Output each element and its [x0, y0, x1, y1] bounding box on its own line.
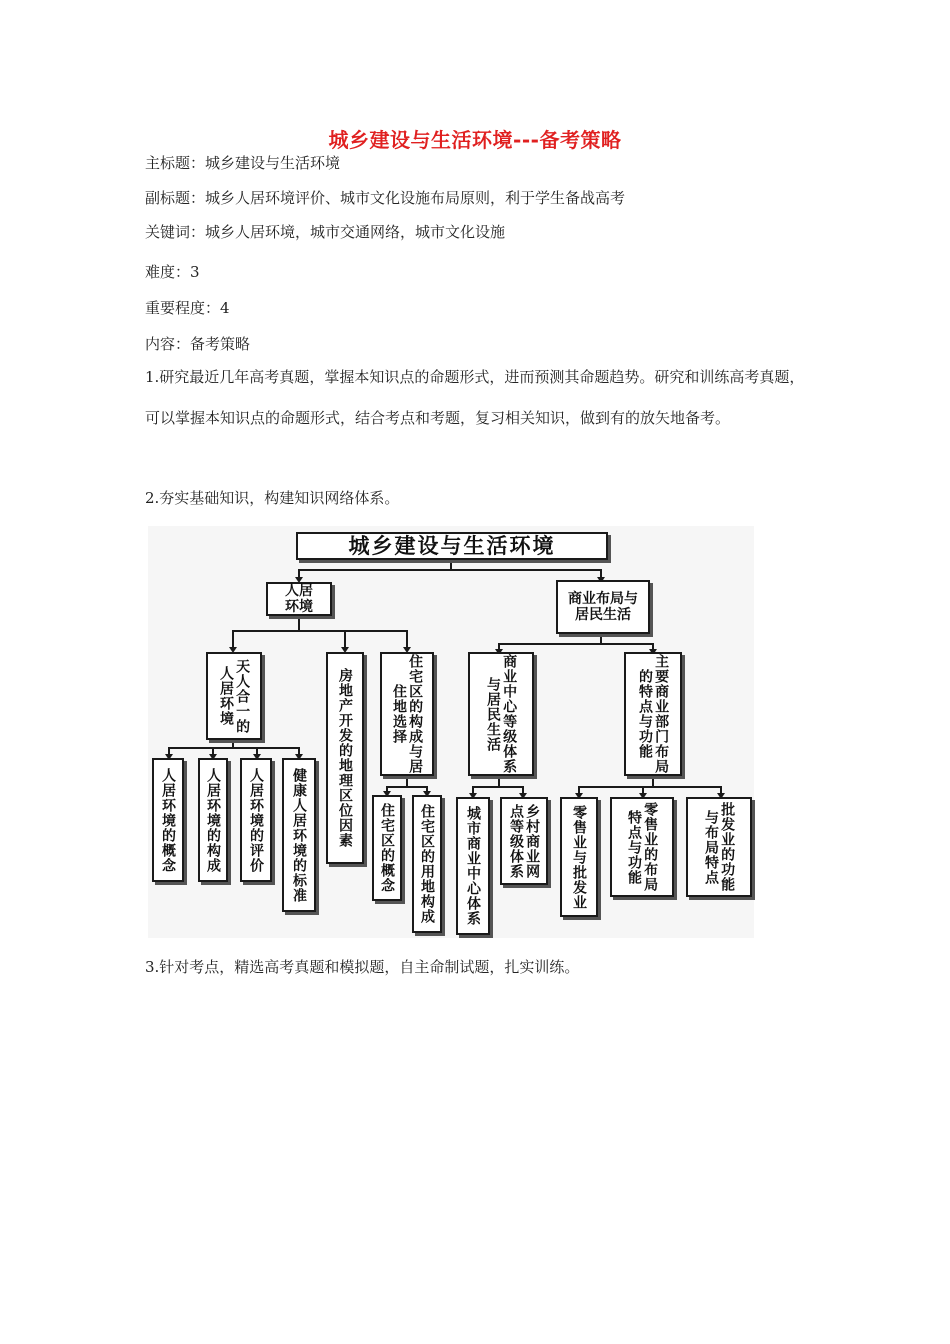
leaf-wholesale-layout: 批发业的功能与布局特点	[686, 797, 752, 897]
connector	[386, 786, 428, 788]
content-line: 内容：备考策略	[145, 335, 251, 353]
connector	[232, 630, 408, 632]
leaf-rural-commerce-network: 乡村商业网点等级体系	[500, 797, 548, 885]
point-2-line: 2.夯实基础知识，构建知识网络体系。	[145, 489, 400, 507]
point-3-line: 3.针对考点，精选高考真题和模拟题，自主命制试题，扎实训练。	[145, 958, 580, 976]
leaf-residential-landuse: 住宅区的用地构成	[412, 795, 442, 933]
node-realestate-factors: 房地产开发的地理区位因素	[326, 652, 364, 864]
branch-human-environment: 人居环境	[266, 582, 332, 616]
connector	[298, 614, 300, 631]
leaf-retail-layout: 零售业的布局特点与功能	[610, 797, 674, 897]
leaf-evaluation: 人居环境的评价	[240, 758, 272, 882]
subtitle-line: 副标题：城乡人居环境评价、城市文化设施布局原则，利于学生备战高考	[145, 189, 626, 207]
importance-line: 重要程度：4	[145, 299, 230, 317]
leaf-composition: 人居环境的构成	[198, 758, 228, 882]
leaf-health-standard: 健康人居环境的标准	[282, 758, 316, 912]
knowledge-network-diagram	[148, 526, 758, 942]
point-1-paragraph: 1.研究最近几年高考真题，掌握本知识点的命题形式，进而预测其命题趋势。研究和训练高考真题，可以掌握本知识点的命题形式，结合考点和考题，复习相关知识，做到有的放矢地备考。	[145, 368, 805, 427]
leaf-residential-concept: 住宅区的概念	[372, 795, 402, 901]
leaf-city-commerce-center: 城市商业中心体系	[456, 797, 490, 935]
connector	[298, 569, 602, 571]
connector	[578, 786, 722, 788]
leaf-concept: 人居环境的概念	[152, 758, 184, 882]
connector	[406, 630, 408, 648]
branch-commerce-life: 商业布局与居民生活	[556, 580, 650, 634]
connector	[232, 630, 234, 648]
node-harmony-environment: 天人合一的人居环境	[206, 652, 262, 740]
connector	[498, 643, 654, 645]
connector	[168, 747, 300, 749]
node-commerce-sectors: 主要商业部门布局的特点与功能	[624, 652, 682, 776]
connector	[472, 786, 524, 788]
difficulty-line: 难度：3	[145, 263, 200, 281]
keywords-line: 关键词：城乡人居环境，城市交通网络，城市文化设施	[145, 223, 506, 241]
leaf-retail-wholesale: 零售业与批发业	[560, 797, 598, 917]
root-node: 城乡建设与生活环境	[296, 532, 608, 560]
node-commerce-center: 商业中心等级体系与居民生活	[468, 652, 534, 776]
connector	[344, 630, 346, 648]
document-title: 城乡建设与生活环境---备考策略	[328, 128, 622, 152]
node-residential-choice: 住宅区的构成与居住地选择	[380, 652, 434, 776]
main-title-line: 主标题：城乡建设与生活环境	[145, 154, 341, 172]
